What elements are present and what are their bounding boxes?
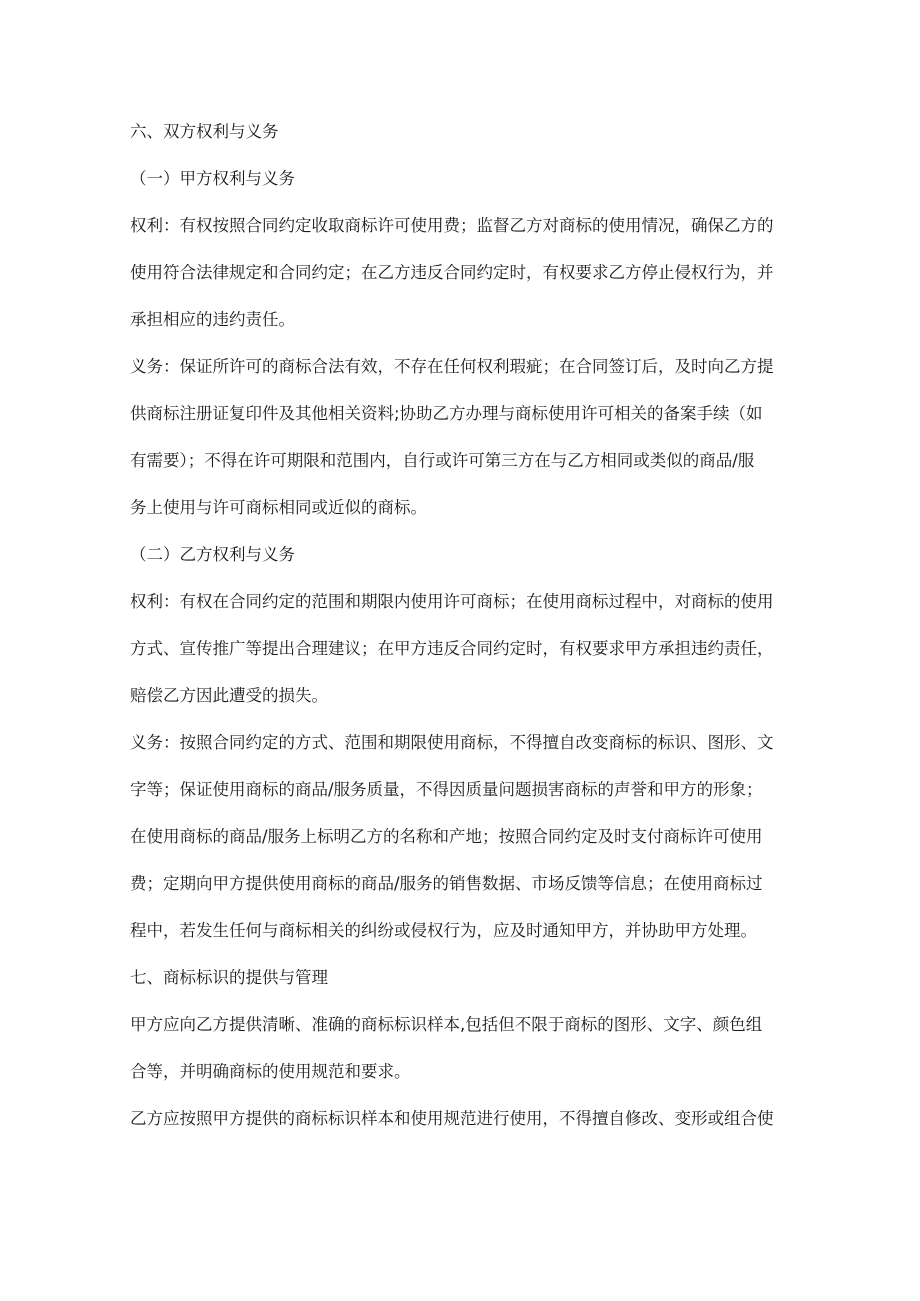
section-heading-7: 七、商标标识的提供与管理 — [130, 968, 328, 987]
text-line: 供商标注册证复印件及其他相关资料;协助乙方办理与商标使用许可相关的备案手续（如 — [130, 404, 763, 423]
text-line: 义务：按照合同约定的方式、范围和期限使用商标，不得擅自改变商标的标识、图形、文 — [130, 733, 774, 752]
text-line: 承担相应的违约责任。 — [130, 310, 295, 329]
text-line: 字等；保证使用商标的商品/服务质量，不得因质量问题损害商标的声誉和甲方的形象； — [130, 780, 763, 799]
text-line: 义务：保证所许可的商标合法有效，不存在任何权利瑕疵；在合同签订后，及时向乙方提 — [130, 357, 774, 376]
text-line: 务上使用与许可商标相同或近似的商标。 — [130, 498, 427, 517]
text-line: 合等，并明确商标的使用规范和要求。 — [130, 1062, 411, 1081]
text-line: 权利：有权在合同约定的范围和期限内使用许可商标；在使用商标过程中，对商标的使用 — [130, 592, 774, 611]
text-line: 甲方应向乙方提供清晰、准确的商标标识样本,包括但不限于商标的图形、文字、颜色组 — [130, 1015, 763, 1034]
section-heading-6: 六、双方权利与义务 — [130, 122, 279, 141]
text-line: 方式、宣传推广等提出合理建议；在甲方违反合同约定时，有权要求甲方承担违约责任， — [130, 639, 774, 658]
text-line: 乙方应按照甲方提供的商标标识样本和使用规范进行使用，不得擅自修改、变形或组合使 — [130, 1109, 774, 1128]
document-body — [130, 116, 794, 1150]
text-line: 费；定期向甲方提供使用商标的商品/服务的销售数据、市场反馈等信息；在使用商标过 — [130, 874, 763, 893]
text-line: 权利：有权按照合同约定收取商标许可使用费；监督乙方对商标的使用情况，确保乙方的 — [130, 216, 774, 235]
text-line: 在使用商标的商品/服务上标明乙方的名称和产地；按照合同约定及时支付商标许可使用 — [130, 827, 763, 846]
subsection-heading-party-b: （二）乙方权利与义务 — [130, 545, 295, 564]
text-line: 使用符合法律规定和合同约定；在乙方违反合同约定时，有权要求乙方停止侵权行为，并 — [130, 263, 774, 282]
text-line: 赔偿乙方因此遭受的损失。 — [130, 686, 328, 705]
subsection-heading-party-a: （一）甲方权利与义务 — [130, 169, 295, 188]
text-line: 程中，若发生任何与商标相关的纠纷或侵权行为，应及时通知甲方，并协助甲方处理。 — [130, 921, 757, 940]
text-line: 有需要）；不得在许可期限和范围内，自行或许可第三方在与乙方相同或类似的商品/服 — [130, 451, 755, 470]
